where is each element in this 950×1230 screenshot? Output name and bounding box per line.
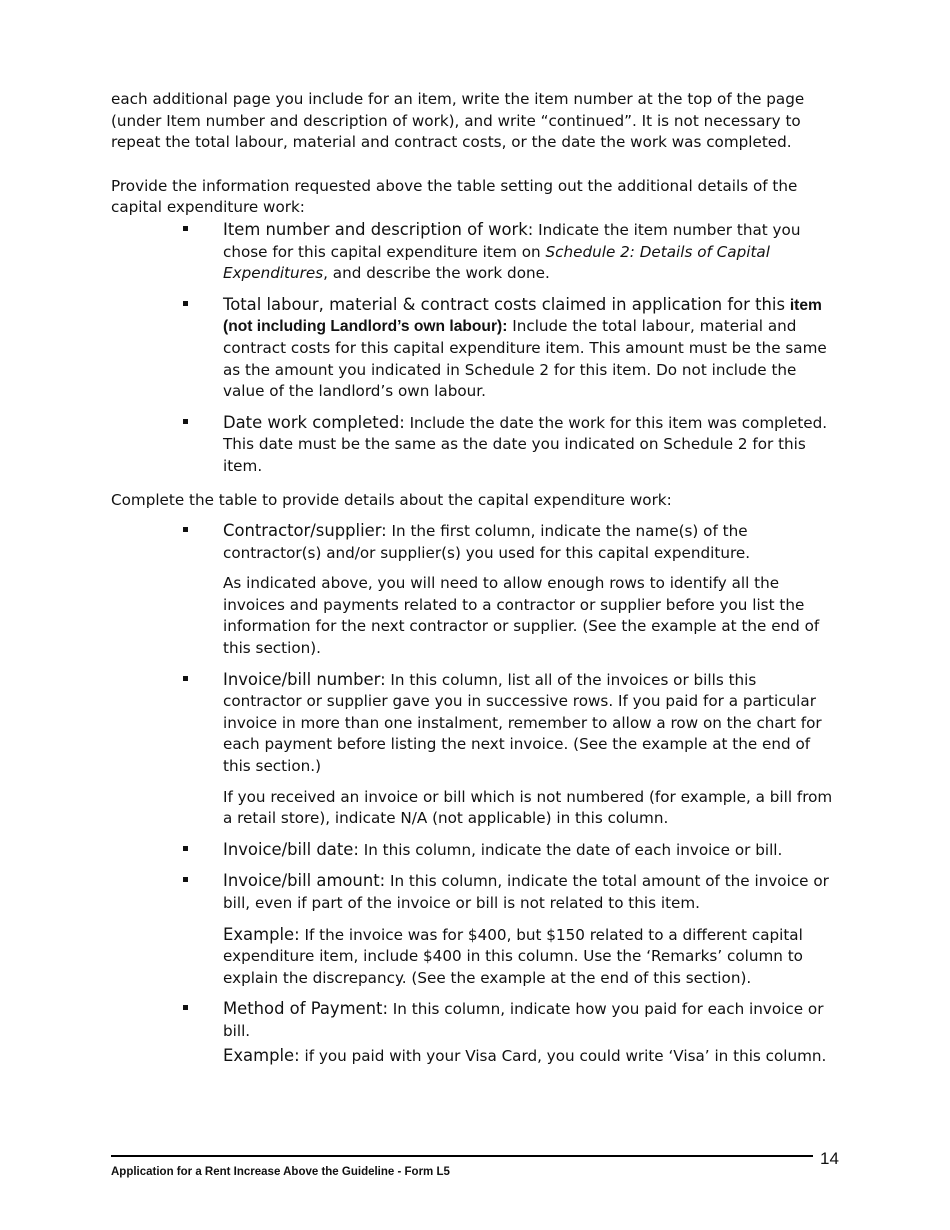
invoice-number-note: If you received an invoice or bill which is not numbered (for example, a bill from a retail store), indicate N/A (not applicable) in this column. xyxy=(223,787,833,828)
list-item: Total labour, material & contract costs claimed in application for this item (not including Landlord’s own labour): Include the total labour, material and contract costs for this capital expenditure item. This amount must be the same as the amount you indicated in Schedule 2 for this item. Do not include the value of the landlord’s own labour. xyxy=(223,294,835,403)
total-costs-heading-bold: item (not including Landlord’s own labour): xyxy=(223,296,822,336)
date-completed-heading: Date work completed: xyxy=(223,412,405,432)
contractor-supplier-note: As indicated above, you will need to allow enough rows to identify all the invoices and payments related to a contractor or supplier before you list the information for the next contractor or supplier. (See the example at the end of this section). xyxy=(223,574,820,658)
schedule-reference: Schedule 2: Details of Capital Expenditures xyxy=(223,242,770,283)
additional-details-list xyxy=(223,219,835,478)
invoice-date-heading: Invoice/bill date: xyxy=(223,839,359,859)
table-details-intro: Complete the table to provide details about the capital expenditure work: xyxy=(111,490,672,509)
list-item: Date work completed: Include the date the work for this item was completed. This date must be the same as the date you indicated on Schedule 2 for this item. xyxy=(223,412,835,478)
footer-form-title: Application for a Rent Increase Above the Guideline - Form L5 xyxy=(111,1166,450,1178)
footer-divider xyxy=(111,1155,813,1157)
list-item: Invoice/bill date: In this column, indicate the date of each invoice or bill. xyxy=(223,839,835,862)
total-costs-heading: Total labour, material & contract costs claimed in application for this xyxy=(223,294,785,314)
item-number-heading: Item number and description of work: xyxy=(223,219,534,239)
method-of-payment-heading: Method of Payment: xyxy=(223,999,388,1019)
list-item: Invoice/bill amount: In this column, indicate the total amount of the invoice or bill, even if part of the invoice or bill is not related to this item. Example: If the invoice was for $400, but $150 related to a different capital expenditure item, include $400 in this column. Use the ‘Remarks’ column to explain the discrepancy. (See the example at the end of this section). xyxy=(223,870,835,989)
invoice-amount-heading: Invoice/bill amount: xyxy=(223,871,386,891)
invoice-amount-example: Example: If the invoice was for $400, but $150 related to a different capital expenditure item, include $400 in this column. Use the ‘Remarks’ column to explain the discrepancy. (See the example at the end of this section). xyxy=(223,924,803,987)
list-item: Contractor/supplier: In the first column, indicate the name(s) of the contractor(s) and/or supplier(s) you used for this capital expenditure. As indicated above, you will need to allow enough rows to identify all the invoices and payments related to a contractor or supplier before you list the information for the next contractor or supplier. (See the example at the end of this section). xyxy=(223,520,835,660)
invoice-number-heading: Invoice/bill number: xyxy=(223,669,386,689)
method-of-payment-example: Example: if you paid with your Visa Card, you could write ‘Visa’ in this column. xyxy=(223,1045,827,1065)
intro-paragraph-additional-details: Provide the information requested above the table setting out the additional details of the capital expenditure work: xyxy=(111,176,798,217)
list-item: Item number and description of work: Indicate the item number that you chose for this capital expenditure item on Schedule 2: Details of Capital Expenditures, and describe the work done. xyxy=(223,219,835,285)
table-details-list xyxy=(223,520,835,1067)
contractor-supplier-heading: Contractor/supplier: xyxy=(223,521,387,541)
list-item: Invoice/bill number: In this column, list all of the invoices or bills this contractor or supplier gave you in successive rows. If you paid for a particular invoice in more than one instalment, remember to allow a row on the chart for each payment before listing the next invoice. (See the example at the end of this section.) If you received an invoice or bill which is not numbered (for example, a bill from a retail store), indicate N/A (not applicable) in this column. xyxy=(223,669,835,830)
page-number: 14 xyxy=(820,1149,839,1168)
document-page xyxy=(111,89,835,1076)
intro-paragraph-continued: each additional page you include for an item, write the item number at the top of the page (under Item number and description of work), and write “continued”. It is not necessary to repeat the total labour, material and contract costs, or the date the work was completed. xyxy=(111,90,805,152)
list-item: Method of Payment: In this column, indicate how you paid for each invoice or bill. Example: if you paid with your Visa Card, you could write ‘Visa’ in this column. xyxy=(223,998,835,1067)
